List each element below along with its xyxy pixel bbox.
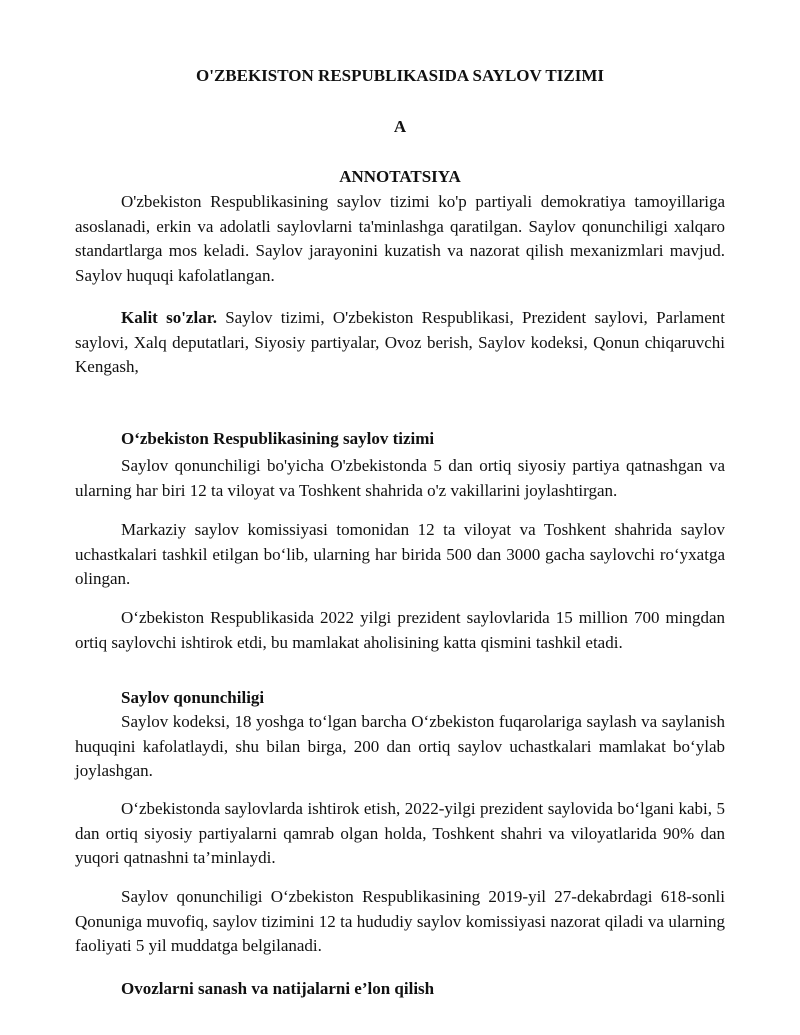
annotation-heading: ANNOTATSIYA — [339, 167, 461, 186]
keywords-text: Saylov tizimi, O'zbekiston Respublikasi, Prezident saylovi, Parlament saylovi, Xalq deputatlari, Siyosiy partiyalar, Ovoz berish, Saylov kodeksi, Qonun chiqaruvchi Kengash, — [75, 308, 725, 376]
keywords-paragraph — [75, 306, 725, 380]
body-paragraph: Markaziy saylov komissiyasi tomonidan 12 ta viloyat va Toshkent shahrida saylov uchastkalari tashkil etilgan bo‘lib, ularning har birida 500 dan 3000 gacha saylovchi ro‘yxatga olingan. — [75, 520, 725, 588]
annotation-paragraph: O'zbekiston Respublikasining saylov tizimi ko'p partiyali demokratiya tamoyillariga asoslanadi, erkin va adolatli saylovlarni ta'minlashga qaratilgan. Saylov qonunchiligi xalqaro standartlarga mos keladi. Saylov jarayonini kuzatish va nazorat qilish mexanizmlari mavjud. Saylov huquqi kafolatlangan. — [75, 192, 725, 285]
subtitle-letter: A — [393, 117, 407, 136]
body-paragraph: O‘zbekiston Respublikasida 2022 yilgi prezident saylovlarida 15 million 700 mingdan ortiq saylovchi ishtirok etdi, bu mamlakat aholisining katta qismini tashkil etadi. — [75, 608, 725, 652]
section-heading: Ovozlarni sanash va natijalarni e’lon qilish — [121, 979, 435, 998]
keywords-label: Kalit so'zlar. — [121, 308, 217, 327]
body-paragraph: Saylov qonunchiligi bo'yicha O'zbekistonda 5 dan ortiq siyosiy partiya qatnashgan va ularning har biri 12 ta viloyat va Toshkent shahrida o'z vakillarini joylashtirgan. — [75, 456, 725, 500]
body-paragraph: Saylov qonunchiligi O‘zbekiston Respublikasining 2019-yil 27-dekabrdagi 618-sonli Qonuniga muvofiq, saylov tizimini 12 ta hududiy saylov komissiyasi nazorat qiladi va ularning faoliyati 5 yil muddatga belgilanadi. — [75, 887, 725, 955]
document-title: O'ZBEKISTON RESPUBLIKASIDA SAYLOV TIZIMI — [196, 66, 604, 85]
section-heading: O‘zbekiston Respublikasining saylov tizimi — [121, 429, 435, 448]
body-paragraph: O‘zbekistonda saylovlarda ishtirok etish, 2022-yilgi prezident saylovida bo‘lgani kabi, 5 dan ortiq siyosiy partiyalarni qamrab olgan holda, Toshkent shahri va viloyatlarida 90% dan yuqori qatnashni ta’minlaydi. — [75, 799, 725, 867]
body-paragraph: Saylov kodeksi, 18 yoshga to‘lgan barcha O‘zbekiston fuqarolariga saylash va saylanish huquqini kafolatlaydi, shu bilan birga, 200 dan ortiq saylov uchastkalari mamlakat bo‘ylab joylashgan. — [75, 712, 725, 780]
section-heading: Saylov qonunchiligi — [121, 688, 265, 707]
